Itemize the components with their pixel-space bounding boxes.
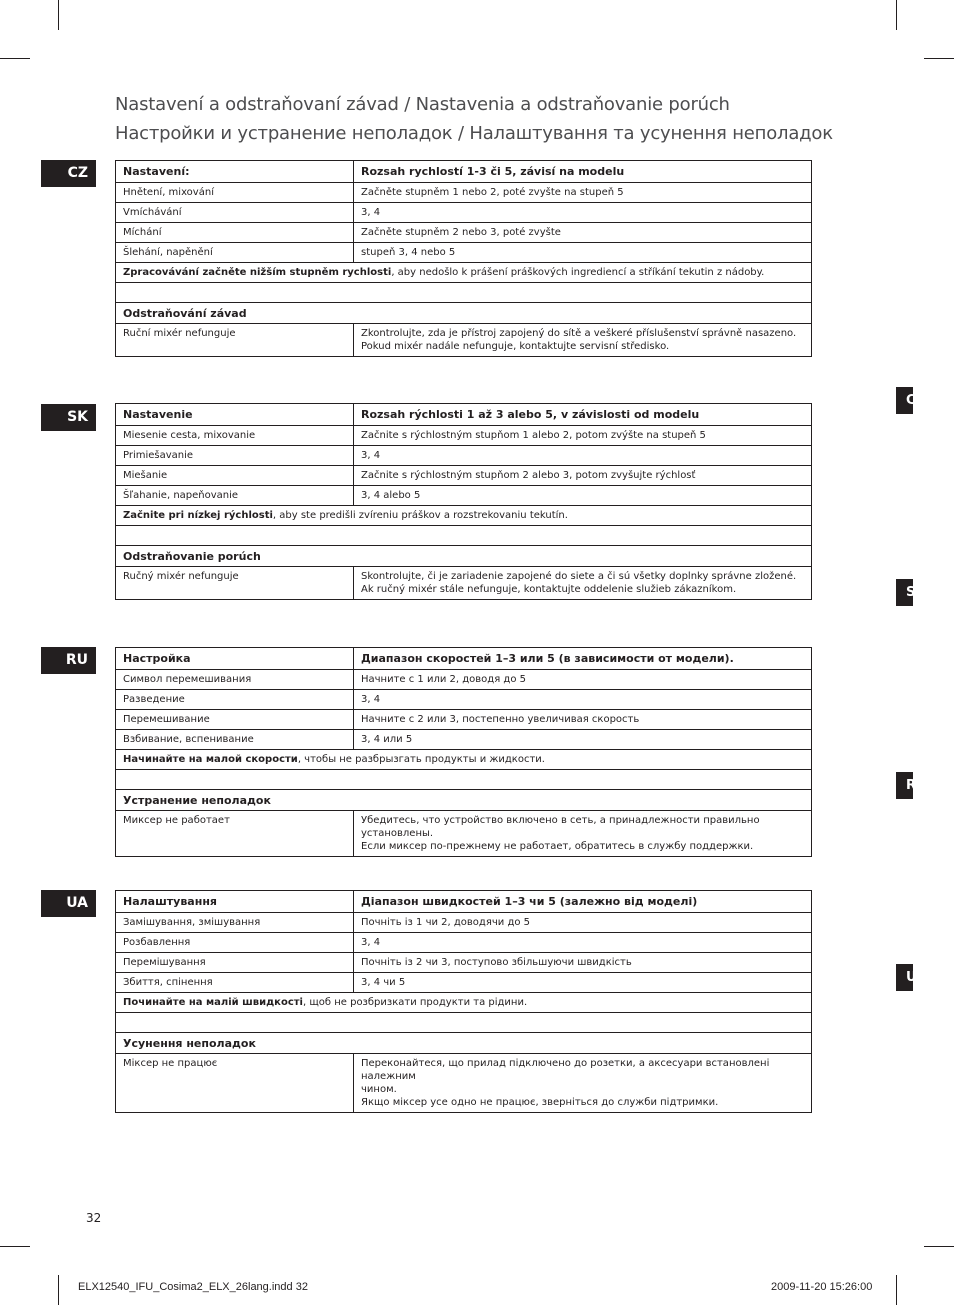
note-text: , щоб не розбризкати продукти та рідини. [302,997,528,1008]
table-cell: Розбавлення [116,933,354,953]
troubleshooting-row [116,811,812,857]
crop-mark [896,0,897,30]
table-cell [354,567,812,600]
spacer-row [116,526,812,546]
solution-line: Skontrolujte, či je zariadenie zapojené do siete a či sú všetky doplnky správne zložené. [361,571,797,582]
table-cell: stupeň 3, 4 nebo 5 [354,243,812,263]
troubleshooting-row [116,324,812,357]
language-tab-cz: CZ [41,160,96,187]
table-cell: 3, 4 [354,446,812,466]
solution-line: Zkontrolujte, zda je přístroj zapojený do sítě a veškeré příslušenství správně nasazeno. [361,328,797,339]
solution-line: Ak ručný mixér stále nefunguje, kontaktujte oddelenie služieb zákazníkom. [361,584,737,595]
table-cell: 3, 4 или 5 [354,730,812,750]
solution-line: Убедитесь, что устройство включено в сеть, а принадлежности правильно установлены. [361,815,760,839]
table-cell: Начните с 2 или 3, постепенно увеличивая скорость [354,710,812,730]
edge-tab-sk: S [896,579,913,606]
troubleshooting-header-row [116,303,812,324]
troubleshooting-row [116,567,812,600]
table-cell [354,324,812,357]
table-cell: Začnite s rýchlostným stupňom 2 alebo 3, potom zvyšujte rýchlosť [354,466,812,486]
crop-mark [0,1246,30,1247]
page-title-line-1: Nastavení a odstraňovaní závad / Nastavenia a odstraňovanie porúch [115,94,730,115]
edge-tab-ua: U [896,964,913,991]
crop-mark [896,1275,897,1305]
solution-line: Pokud mixér nadále nefunguje, kontaktujte servisní středisko. [361,341,670,352]
page-number: 32 [86,1211,102,1225]
edge-tab-ru: R [896,772,913,799]
troubleshooting-header: Усунення неполадок [116,1033,812,1054]
table-cell: Міксер не працює [116,1054,354,1113]
table-cell: 3, 4 [354,690,812,710]
table-cell: Почніть із 1 чи 2, доводячи до 5 [354,913,812,933]
note-bold: Начинайте на малой скорости [123,754,298,765]
header-cell: Nastavenie [116,404,354,426]
note-cell [116,506,812,526]
table-cell: Ručný mixér nefunguje [116,567,354,600]
settings-table-sk [115,403,812,600]
table-cell: Miesenie cesta, mixovanie [116,426,354,446]
table-cell: Míchání [116,223,354,243]
troubleshooting-header-row [116,1033,812,1054]
table-row [116,203,812,223]
language-tab-sk: SK [41,404,96,431]
table-header-row [116,161,812,183]
note-bold: Zpracovávání začněte nižším stupněm rychlosti [123,267,392,278]
table-cell: Hnětení, mixování [116,183,354,203]
table-row [116,710,812,730]
settings-table-cz [115,160,812,357]
table-cell: Разведение [116,690,354,710]
settings-table-ua [115,890,812,1113]
table-cell: Začnite s rýchlostným stupňom 1 alebo 2, potom zvýšte na stupeň 5 [354,426,812,446]
spacer-cell [116,1013,812,1033]
troubleshooting-header: Устранение неполадок [116,790,812,811]
page-title-line-2: Настройки и устранение неполадок / Налаштування та усунення неполадок [115,123,833,144]
spacer-cell [116,526,812,546]
solution-line: Якщо міксер усе одно не працює, зверніться до служби підтримки. [361,1097,719,1108]
table-cell: Šlehání, napěnění [116,243,354,263]
table-row [116,183,812,203]
table-cell: Перемішування [116,953,354,973]
troubleshooting-header: Odstraňovanie porúch [116,546,812,567]
spacer-row [116,770,812,790]
table-row [116,690,812,710]
crop-mark [924,1246,954,1247]
note-text: , aby nedošlo k prášení práškových ingrediencí a stříkání tekutin z nádoby. [391,267,765,278]
note-cell [116,263,812,283]
table-cell: Miešanie [116,466,354,486]
table-row [116,466,812,486]
table-cell: Замішування, змішування [116,913,354,933]
header-cell: Діапазон швидкостей 1–3 чи 5 (залежно від моделі) [354,891,812,913]
table-row [116,223,812,243]
table-cell: Перемешивание [116,710,354,730]
table-header-row [116,648,812,670]
spacer-cell [116,770,812,790]
table-row [116,426,812,446]
note-row [116,750,812,770]
note-row [116,506,812,526]
table-row [116,913,812,933]
table-cell: Ruční mixér nefunguje [116,324,354,357]
header-cell: Rozsah rychlostí 1-3 či 5, závisí na modelu [354,161,812,183]
spacer-row [116,1013,812,1033]
table-cell: Vmíchávání [116,203,354,223]
table-cell: Символ перемешивания [116,670,354,690]
crop-mark [924,58,954,59]
footer-file-info: ELX12540_IFU_Cosima2_ELX_26lang.indd 32 [78,1281,308,1293]
table-cell: Взбивание, вспенивание [116,730,354,750]
spacer-cell [116,283,812,303]
note-text: , aby ste predišli zvíreniu práškov a rozstrekovaniu tekutín. [272,510,568,521]
table-row [116,243,812,263]
table-cell: 3, 4 alebo 5 [354,486,812,506]
table-cell: 3, 4 чи 5 [354,973,812,993]
note-row [116,993,812,1013]
troubleshooting-row [116,1054,812,1113]
table-row [116,973,812,993]
header-cell: Настройка [116,648,354,670]
table-row [116,446,812,466]
language-tab-ru: RU [41,647,96,674]
table-cell [354,811,812,857]
note-bold: Починайте на малій швидкості [123,997,303,1008]
header-cell: Налаштування [116,891,354,913]
edge-tab-cz: C [896,387,913,414]
table-cell: Začněte stupněm 1 nebo 2, poté zvyšte na stupeň 5 [354,183,812,203]
troubleshooting-header: Odstraňování závad [116,303,812,324]
table-cell: Primiešavanie [116,446,354,466]
troubleshooting-header-row [116,790,812,811]
table-cell: Šľahanie, napeňovanie [116,486,354,506]
footer-timestamp: 2009-11-20 15:26:00 [771,1281,873,1293]
table-row [116,486,812,506]
table-header-row [116,404,812,426]
spacer-row [116,283,812,303]
crop-mark [0,58,30,59]
note-row [116,263,812,283]
header-cell: Nastavení: [116,161,354,183]
table-header-row [116,891,812,913]
table-cell: Збиття, спінення [116,973,354,993]
troubleshooting-header-row [116,546,812,567]
settings-table-ru [115,647,812,857]
table-row [116,670,812,690]
solution-line: Переконайтеся, що прилад підключено до розетки, а аксесуари встановлені належним [361,1058,770,1082]
note-cell [116,993,812,1013]
header-cell: Диапазон скоростей 1–3 или 5 (в зависимости от модели). [354,648,812,670]
header-cell: Rozsah rýchlosti 1 až 3 alebo 5, v závislosti od modelu [354,404,812,426]
note-cell [116,750,812,770]
table-row [116,730,812,750]
table-row [116,953,812,973]
table-row [116,933,812,953]
table-cell: Začněte stupněm 2 nebo 3, poté zvyšte [354,223,812,243]
table-cell: Почніть із 2 чи 3, поступово збільшуючи швидкість [354,953,812,973]
table-cell: 3, 4 [354,933,812,953]
solution-line: Если миксер по-прежнему не работает, обратитесь в службу поддержки. [361,841,754,852]
note-text: , чтобы не разбрызгать продукты и жидкости. [297,754,545,765]
language-tab-ua: UA [41,890,96,917]
table-cell [354,1054,812,1113]
solution-line: чином. [361,1084,397,1095]
crop-mark [58,1275,59,1305]
crop-mark [58,0,59,30]
table-cell: Миксер не работает [116,811,354,857]
table-cell: Начните с 1 или 2, доводя до 5 [354,670,812,690]
note-bold: Začnite pri nízkej rýchlosti [123,510,273,521]
table-cell: 3, 4 [354,203,812,223]
